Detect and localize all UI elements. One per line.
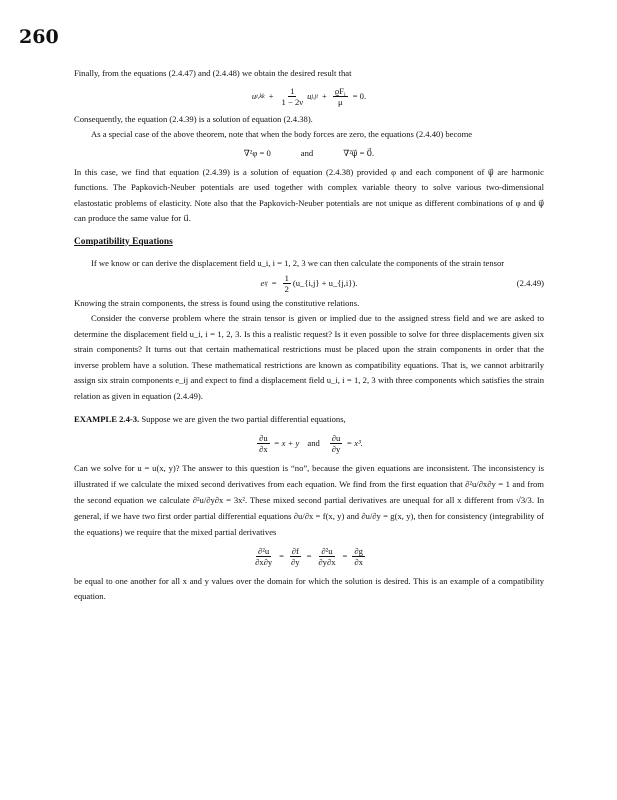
paragraph-consequently: Consequently, the equation (2.4.39) is a solution of equation (2.4.38). (74, 113, 313, 124)
paragraph-displacement: If we know or can derive the displacement field u_i, i = 1, 2, 3 we can then calculate the components of the strain tensor (91, 258, 505, 268)
paragraph-knowing: Knowing the strain components, the stress is found using the constitutive relations. (74, 297, 360, 308)
example-label: EXAMPLE 2.4-3. (74, 414, 140, 424)
fraction: $\frac{\text{∂²u}}{\partial x\partial y}$ (255, 546, 273, 567)
paragraph-converse: Consider the converse problem where the strain tensor is given or implied due to the assigned stress field and we are asked to determine the displacement field u_i, i = 1, 2, 3. Is this a realistic request? Is it even possible to solve for three displacements given six strain components? It turns out that certain mathematical restrictions must be placed upon the strain components in order that the inverse problem have a solution. These mathematical restrictions are known as compatibility equations. That is, we cannot arbitrarily assign six strain components e_ij and expect to find a displacement field u_i, i = 1, 2, 3 with three components which satisfies the strain relation as given in equation (2.4.49). (74, 313, 544, 401)
paragraph-papkovich: In this case, we find that equation (2.4.39) is a solution of equation (2.4.38) provided φ and each component of ψ⃗ are harmonic functions. The Papkovich-Neuber potentials are used together with complex variable theory to solve various two-dimensional elastostatic problems of elasticity. Note also that the Papkovich-Neuber potentials are not unique as different combinations of φ and ψ⃗ can produce the same value for u⃗. (74, 166, 544, 223)
fraction: $\frac{\partial g}{\partial x}$ (354, 546, 363, 567)
section-heading-compatibility: Compatibility Equations (74, 236, 173, 247)
fraction: $\frac{\partial u}{\partial x}$ (259, 433, 268, 454)
paragraph-special-case: As a special case of the above theorem, note that when the body forces are zero, the equations (2.4.40) become (91, 129, 473, 139)
example-paragraph: EXAMPLE 2.4-3. Suppose we are given the two partial differential equations, (74, 414, 346, 424)
equation-number: (2.4.49) (516, 277, 544, 288)
page-body (74, 66, 544, 605)
page-number: 260 (19, 26, 59, 48)
equation-mixed-partials: $\frac{\text{∂²u}}{\partial x\partial y}$ = $\frac{\partial f}{\partial y}$ = $\frac{\text{∂²u}}{\partial y\partial x}$ = $\frac{\partial g}{\partial x}$ (255, 546, 363, 567)
fraction: $\frac{1}{1 - 2\nu}$ (281, 86, 304, 107)
paragraph-inconsistent: Can we solve for u = u(x, y)? The answer to this question is “no”, because the given equations are inconsistent. The inconsistency is illustrated if we calculate the mixed second derivatives from each equation. We find from the first equation that ∂²u/∂x∂y = 1 and from the second equation we calculate ∂²u/∂y∂x = 3x². These mixed second partial derivatives are unequal for all x different from √3/3. In general, if we have two first order partial differential equations ∂u/∂x = f(x, y) and ∂u/∂y = g(x, y), then for consistency (integrability of the equations) we require that the mixed partial derivatives (74, 462, 544, 537)
fraction: $\frac{\partial u}{\partial y}$ (331, 433, 341, 454)
fraction: $\frac{ϱF_i}{\mu}$ (334, 86, 346, 107)
fraction: $\frac{\text{∂²u}}{\partial y\partial x}$ (318, 546, 336, 567)
fraction: $\frac{\partial f}{\partial y}$ (291, 546, 300, 567)
paragraph-intro: Finally, from the equations (2.4.47) and (2.4.48) we obtain the desired result that (74, 68, 352, 78)
equation-harmonic: ∇²φ = 0 and ∇²ψ⃗ = 0⃗. (243, 147, 375, 158)
equation-navier: u i,kk + $\frac{1}{1 - 2\nu}$ u j,ji + $\frac{ϱF_i}{\mu}$ = 0. (251, 86, 367, 107)
paragraph-conclusion: be equal to one another for all x and y values over the domain for which the solution is desired. This is an example of a compatibility equation. (74, 575, 544, 601)
equation-example: $\frac{\partial u}{\partial x}$ = x + y and $\frac{\partial u}{\partial y}$ = x³. (259, 433, 363, 454)
fraction: $\frac{1}{2}$ (284, 273, 289, 294)
equation-strain: e ij = $\frac{1}{2}$ (u_{i,j} + u_{j,i}). (2.4.49) (260, 273, 544, 294)
